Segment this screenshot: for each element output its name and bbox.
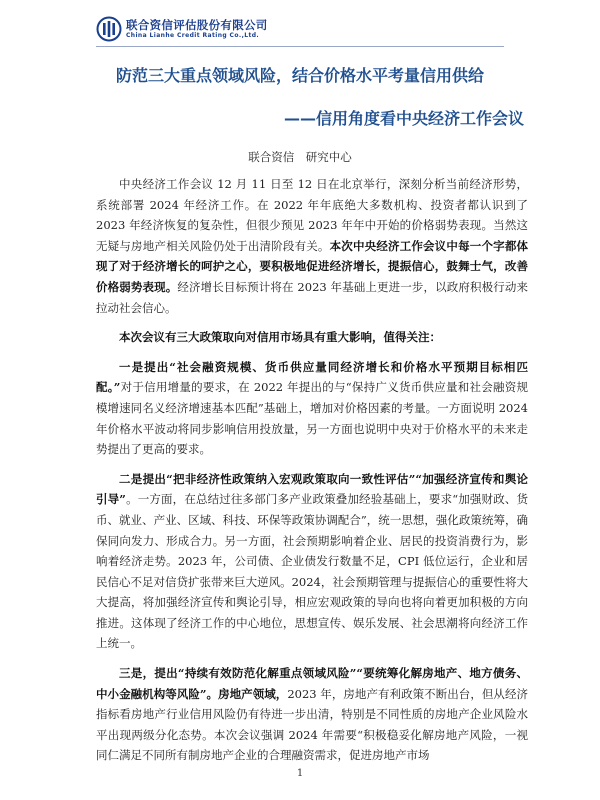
company-name-en: China Lianhe Credit Rating Co.,Ltd. bbox=[126, 32, 260, 39]
paragraph-point-1 bbox=[96, 357, 528, 460]
text-run: 2023 年，房地产有利政策不断出台，但从经济指标看房地产行业信用风险仍有待进一步出清，特别是不同性质的房地产企业风险水平出现两级分化态势。本次会议强调 2024 年需要“积极稳妥化解房地产风险，一视同仁满足不同所有制房地产企业的合理融资需求，促进房地产市场 bbox=[96, 686, 528, 763]
bold-run: 二是提出“把非经济性政策纳入宏观政策取向一致性评估”“加强经济宣传和舆论引导” bbox=[96, 471, 528, 507]
doc-subtitle: ——信用角度看中央经济工作会议 bbox=[283, 109, 524, 128]
letterhead bbox=[96, 16, 296, 46]
bold-run: 本次会议有三大政策取向对信用市场具有重大影响，值得关注： bbox=[119, 330, 441, 345]
paragraph-point-2 bbox=[96, 469, 528, 654]
bold-run: 本次中央经济工作会议中每一个字都体现了对于经济增长的呵护之心，要积极地促进经济增长，提振信心，鼓舞士气，改善价格弱势表现。 bbox=[96, 238, 528, 294]
paragraph-lead bbox=[96, 327, 528, 348]
document-body bbox=[96, 174, 528, 766]
text-run: 经济增长目标预计将在 2023 年基础上更进一步，以政府积极行动来拉动社会信心。 bbox=[96, 279, 529, 315]
text-run: 对于信用增量的要求，在 2022 年提出的与“保持广义货币供应量和社会融资规模增速同名义经济增速基本匹配”基础上，增加对价格因素的考量。一方面说明 2024 年价格水平波动将同步影响信用投放量，另一方面也说明中央对于价格水平的未来走势提出了更高的要求。 bbox=[96, 380, 528, 457]
paragraph-intro bbox=[96, 174, 528, 318]
company-name-cn: 联合资信评估股份有限公司 bbox=[126, 18, 268, 32]
doc-title: 防范三大重点领域风险，结合价格水平考量信用供给 bbox=[115, 66, 484, 85]
page-number: 1 bbox=[296, 768, 304, 779]
bold-run: 一是提出“社会融资规模、货币供应量同经济增长和价格水平预期目标相匹配。” bbox=[96, 359, 528, 395]
header-divider bbox=[96, 46, 504, 47]
paragraph-point-3 bbox=[96, 663, 528, 766]
byline: 联合资信 研究中心 bbox=[248, 150, 352, 164]
lianhe-logo-icon bbox=[96, 16, 122, 42]
text-run: 中央经济工作会议 12 月 11 日至 12 日在北京举行，深刻分析当前经济形势，系统部署 2024 年经济工作。在 2022 年年底绝大多数机构、投资者都认识到了 2023 年经济恢复的复杂性，但很少预见 2023 年年中开始的价格弱势表现。当然这无疑与房地产相关风险仍处于出清阶段有关。 bbox=[96, 177, 528, 253]
text-run: 。一方面，在总结过往多部门多产业政策叠加经验基础上，要求“加强财政、货币、就业、产业、区域、科技、环保等政策协调配合”，统一思想，强化政策统筹，确保同向发力、形成合力。另一方面，社会预期影响着企业、居民的投资消费行为，影响着经济走势。2023 年，公司债、企业债发行数量不足，CPI 低位运行，企业和居民信心不足对信贷扩张带来巨大逆风。2024，社会预期管理与提振信心的重要性将大大提高，将加强经济宣传和舆论引导，相应宏观政策的导向也将向着更加积极的方向推进。这体现了经济工作的中心地位，思想宣传、娱乐发展、社会思潮将向经济工作上统一。 bbox=[96, 492, 528, 651]
bold-run: 三是，提出“持续有效防范化解重点领域风险”“要统筹化解房地产、地方债务、中小金融机构等风险”。房地产领域， bbox=[96, 666, 528, 701]
